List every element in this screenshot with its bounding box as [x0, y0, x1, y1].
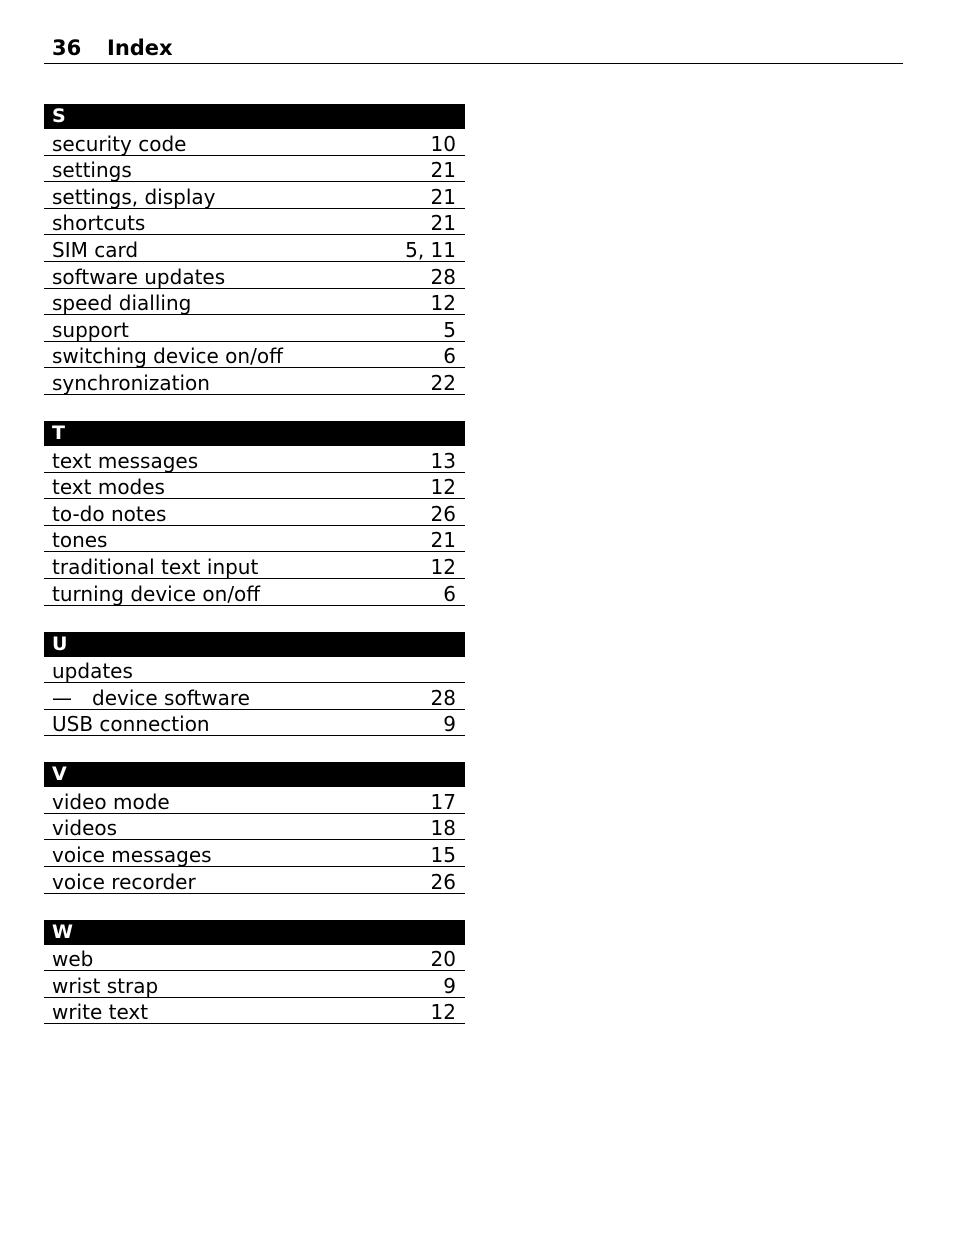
entry-term: updates: [52, 659, 133, 684]
index-entry: [44, 945, 465, 972]
entry-term: shortcuts: [52, 211, 146, 236]
index-subentry: [44, 683, 465, 710]
entry-pages: 21: [430, 184, 456, 209]
entry-pages: 18: [430, 816, 456, 841]
index-entry: [44, 342, 465, 369]
index-entry: [44, 446, 465, 473]
entry-pages: 12: [430, 1000, 456, 1025]
index-section-w: [44, 920, 465, 1025]
index-entry: [44, 499, 465, 526]
page-title: Index: [107, 36, 173, 60]
entry-term: to-do notes: [52, 501, 167, 526]
entry-term: settings, display: [52, 184, 216, 209]
index-entry: [44, 552, 465, 579]
index-entry: [44, 840, 465, 867]
entry-term: USB connection: [52, 712, 210, 737]
entry-term: speed dialling: [52, 291, 192, 316]
entry-pages: 26: [430, 869, 456, 894]
entry-term: write text: [52, 1000, 149, 1025]
entry-pages: 10: [430, 131, 456, 156]
index-entry: [44, 156, 465, 183]
entry-term: settings: [52, 158, 132, 183]
entry-pages: 6: [443, 581, 456, 606]
entry-term: tones: [52, 528, 108, 553]
index-section-u: [44, 632, 465, 737]
entry-pages: 20: [430, 947, 456, 972]
entry-pages: 13: [430, 448, 456, 473]
entry-pages: 22: [430, 370, 456, 395]
index-entry: [44, 315, 465, 342]
index-section-s: [44, 104, 465, 395]
entry-term: traditional text input: [52, 554, 259, 579]
index-entry: [44, 787, 465, 814]
entry-term: text modes: [52, 475, 165, 500]
entry-term: software updates: [52, 264, 226, 289]
entry-pages: 6: [443, 344, 456, 369]
index-section-t: [44, 421, 465, 606]
entry-pages: 28: [430, 264, 456, 289]
index-entry: [44, 182, 465, 209]
index-entry: [44, 289, 465, 316]
page-number: 36: [52, 36, 82, 60]
entry-pages: 21: [430, 211, 456, 236]
entry-pages: 26: [430, 501, 456, 526]
section-letter: W: [44, 920, 465, 945]
entry-pages: 12: [430, 291, 456, 316]
section-letter: V: [44, 762, 465, 787]
section-letter: S: [44, 104, 465, 129]
page-header: [44, 34, 903, 64]
section-letter: U: [44, 632, 465, 657]
entry-term: video mode: [52, 789, 170, 814]
entry-term: security code: [52, 131, 187, 156]
entry-pages: 5: [443, 317, 456, 342]
entry-term: web: [52, 947, 94, 972]
entry-term: switching device on/off: [52, 344, 283, 369]
entry-pages: 9: [443, 712, 456, 737]
entry-term: voice messages: [52, 843, 212, 868]
index-column: [44, 104, 465, 1050]
index-entry: [44, 867, 465, 894]
index-entry: [44, 814, 465, 841]
entry-term: support: [52, 317, 129, 342]
subentry-term: device software: [92, 685, 250, 710]
entry-term: wrist strap: [52, 973, 159, 998]
entry-pages: 17: [430, 789, 456, 814]
entry-pages: 9: [443, 973, 456, 998]
entry-pages: 21: [430, 158, 456, 183]
entry-term: voice recorder: [52, 869, 196, 894]
index-entry: [44, 368, 465, 395]
index-entry: [44, 657, 465, 684]
index-section-v: [44, 762, 465, 893]
index-entry: [44, 129, 465, 156]
entry-term: turning device on/off: [52, 581, 261, 606]
index-entry: [44, 579, 465, 606]
index-entry: [44, 235, 465, 262]
entry-pages: 28: [430, 685, 456, 710]
index-entry: [44, 998, 465, 1025]
entry-term: videos: [52, 816, 118, 841]
entry-pages: 15: [430, 843, 456, 868]
entry-pages: 12: [430, 475, 456, 500]
index-entry: [44, 710, 465, 737]
index-entry: [44, 262, 465, 289]
index-entry: [44, 526, 465, 553]
index-entry: [44, 971, 465, 998]
section-letter: T: [44, 421, 465, 446]
index-entry: [44, 209, 465, 236]
entry-term: text messages: [52, 448, 199, 473]
index-entry: [44, 473, 465, 500]
entry-term: synchronization: [52, 370, 210, 395]
entry-pages: 5, 11: [405, 237, 456, 262]
entry-term: [52, 687, 250, 709]
entry-pages: 12: [430, 554, 456, 579]
entry-pages: 21: [430, 528, 456, 553]
entry-term: SIM card: [52, 237, 139, 262]
subentry-dash: —: [52, 685, 72, 710]
